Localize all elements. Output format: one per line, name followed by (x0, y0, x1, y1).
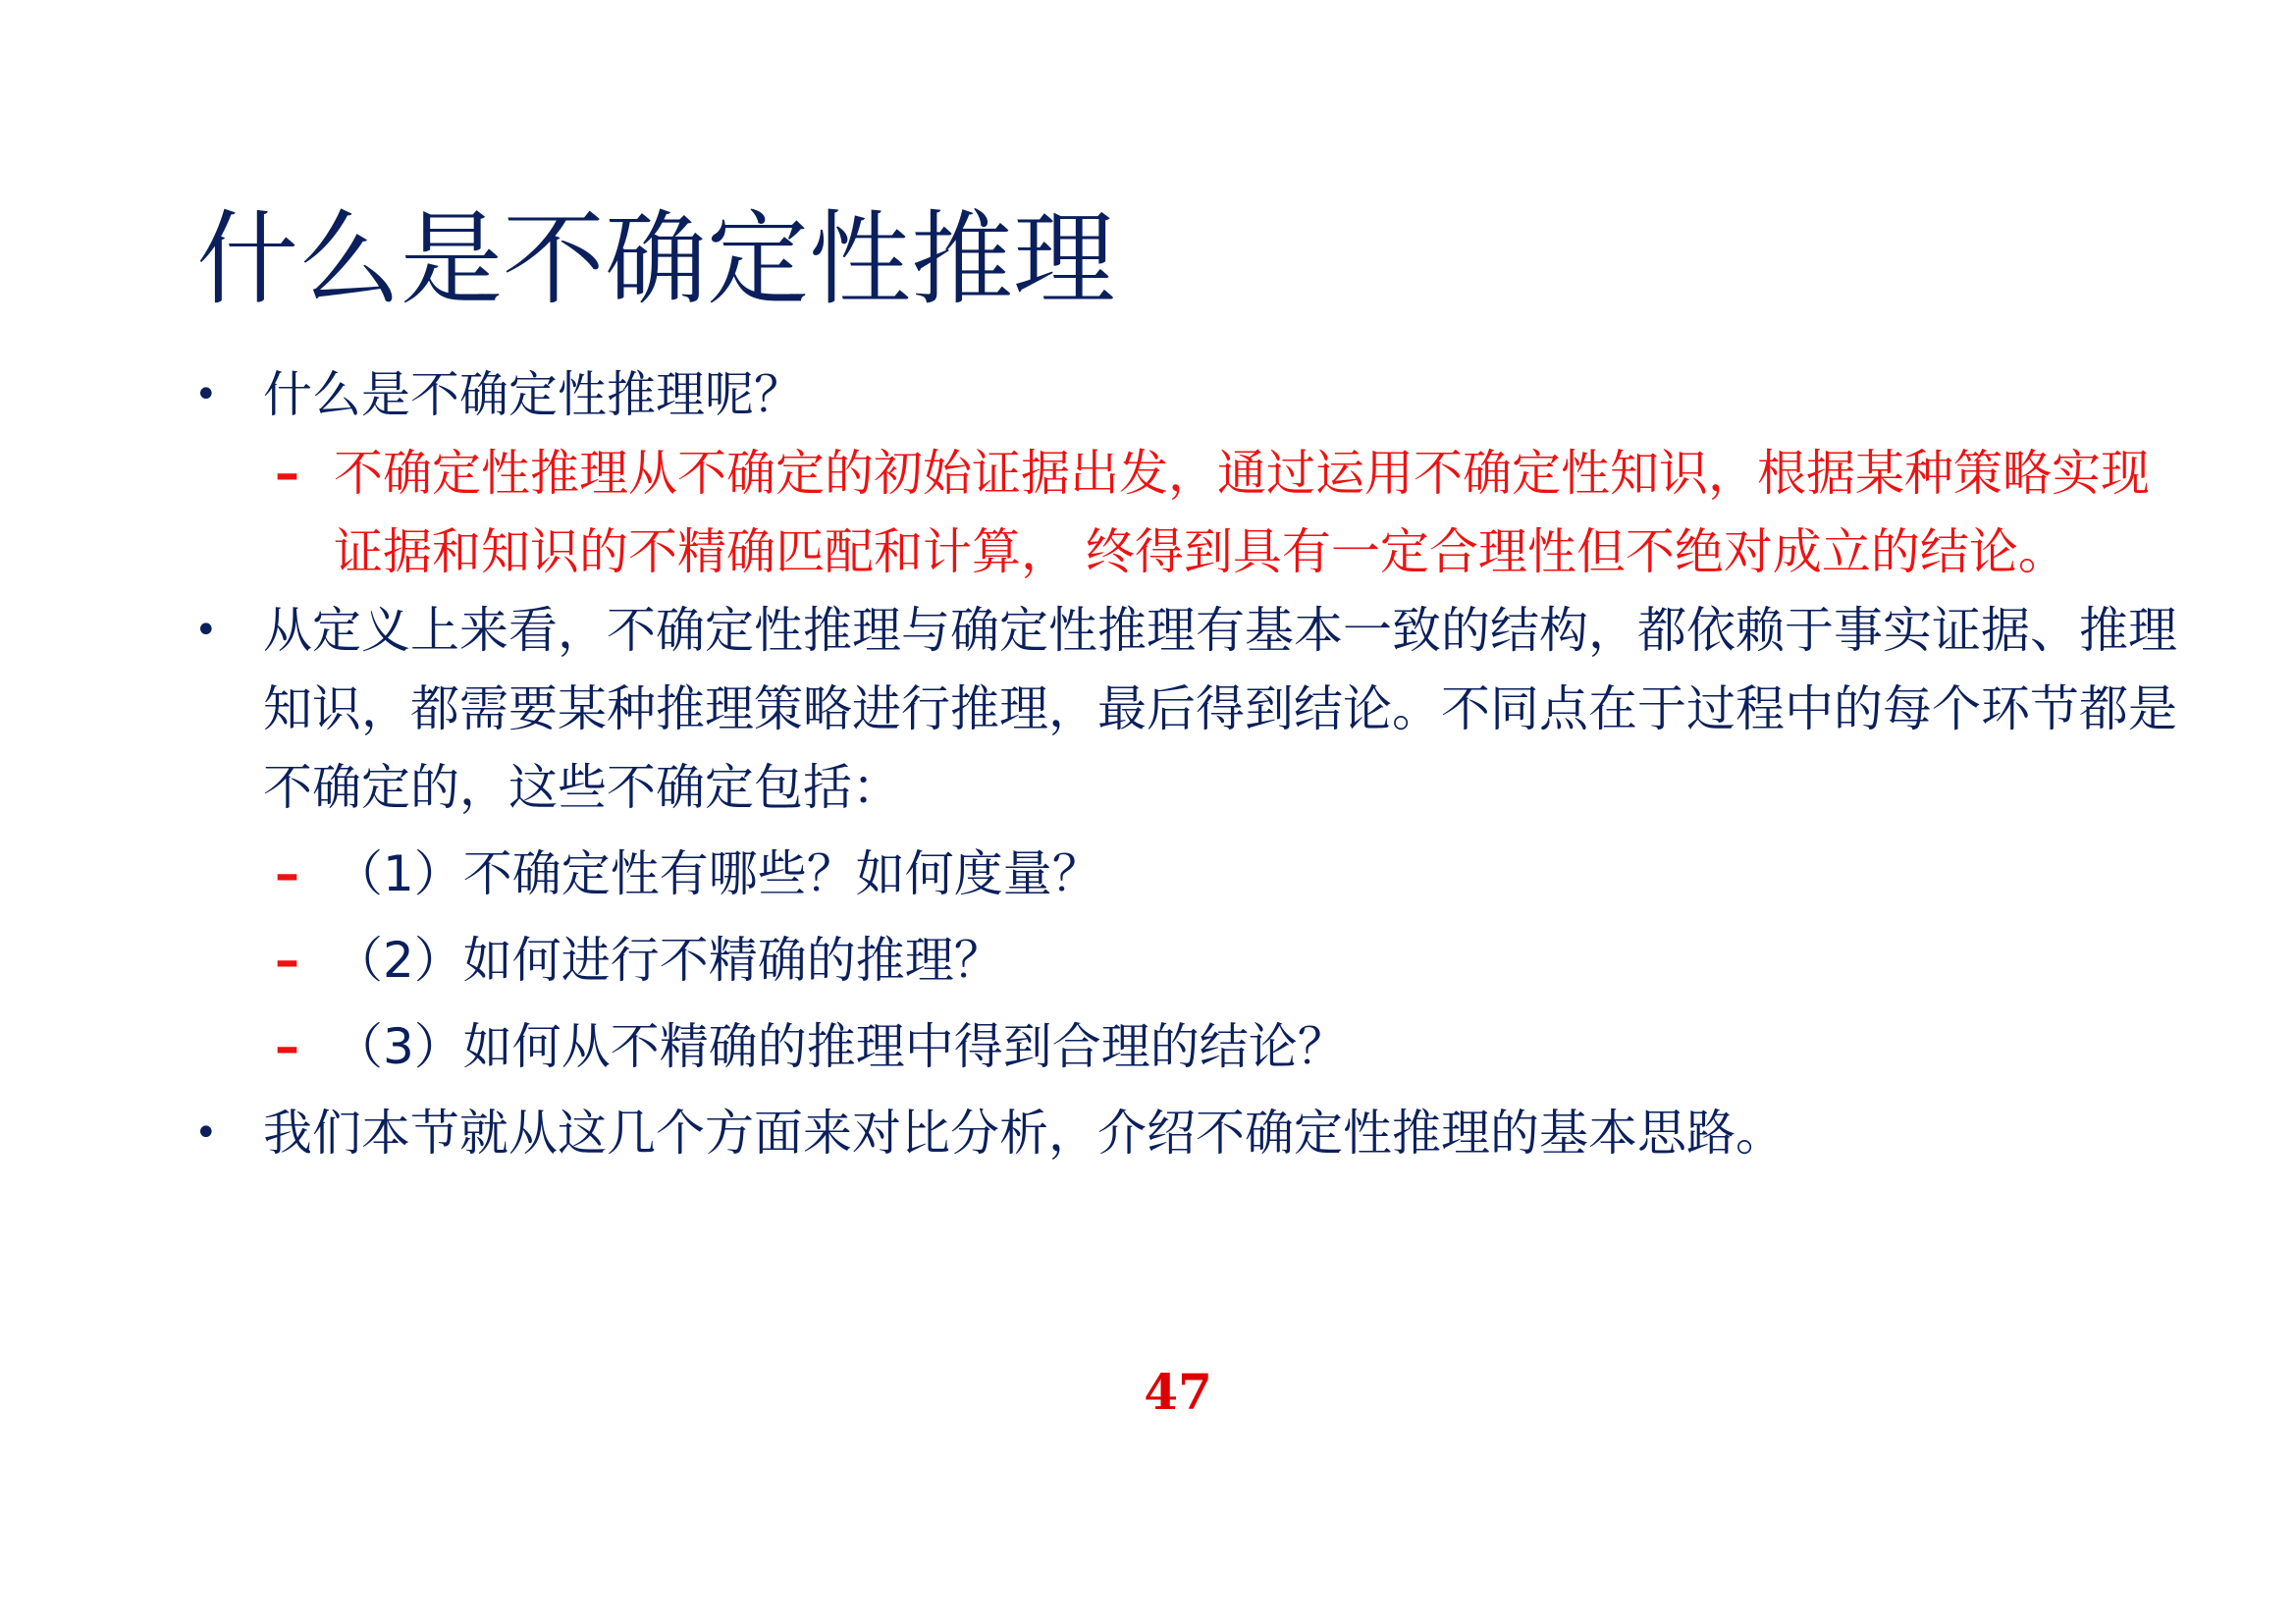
bullet-item-1 (187, 355, 2179, 434)
sub-item-question-1 (187, 835, 2179, 913)
sub-item-definition-text: 不确定性推理从不确定的初始证据出发，通过运用不确定性知识，根据某种策略实现证据和知识的不精确匹配和计算， 终得到具有一定合理性但不绝对成立的结论。 (334, 445, 2150, 580)
slide-body (187, 355, 2179, 1172)
sub-item-question-2 (187, 921, 2179, 1000)
bullet-dot-icon: • (194, 608, 218, 653)
sub-item-question-2-text: （2）如何进行不精确的推理？ (334, 932, 1003, 989)
page-number: 47 (1144, 1363, 1212, 1421)
sub-item-definition (187, 434, 2179, 591)
dash-icon: – (275, 845, 299, 902)
bullet-item-3 (187, 1094, 2179, 1172)
bullet-dot-icon: • (194, 372, 218, 417)
bullet-item-3-text: 我们本节就从这几个方面来对比分析，介绍不确定性推理的基本思路。 (263, 1105, 1785, 1162)
sub-item-question-1-text: （1）不确定性有哪些？如何度量？ (334, 845, 1101, 902)
bullet-item-2-text: 从定义上来看，不确定性推理与确定性推理有基本一致的结构，都依赖于事实证据、推理知识，都需要某种推理策略进行推理，最后得到结论。不同点在于过程中的每个环节都是不确定的，这些不确定包括： (263, 602, 2177, 816)
bullet-item-2 (187, 591, 2179, 827)
bullet-item-1-text: 什么是不确定性推理呢？ (263, 366, 803, 423)
sub-item-question-3-text: （3）如何从不精确的推理中得到合理的结论？ (334, 1018, 1347, 1075)
sub-item-question-3 (187, 1007, 2179, 1086)
slide-title: 什么是不确定性推理 (196, 199, 1116, 319)
bullet-dot-icon: • (194, 1110, 218, 1156)
dash-icon: – (275, 932, 299, 989)
dash-icon: – (275, 1018, 299, 1075)
dash-icon: – (275, 445, 299, 502)
